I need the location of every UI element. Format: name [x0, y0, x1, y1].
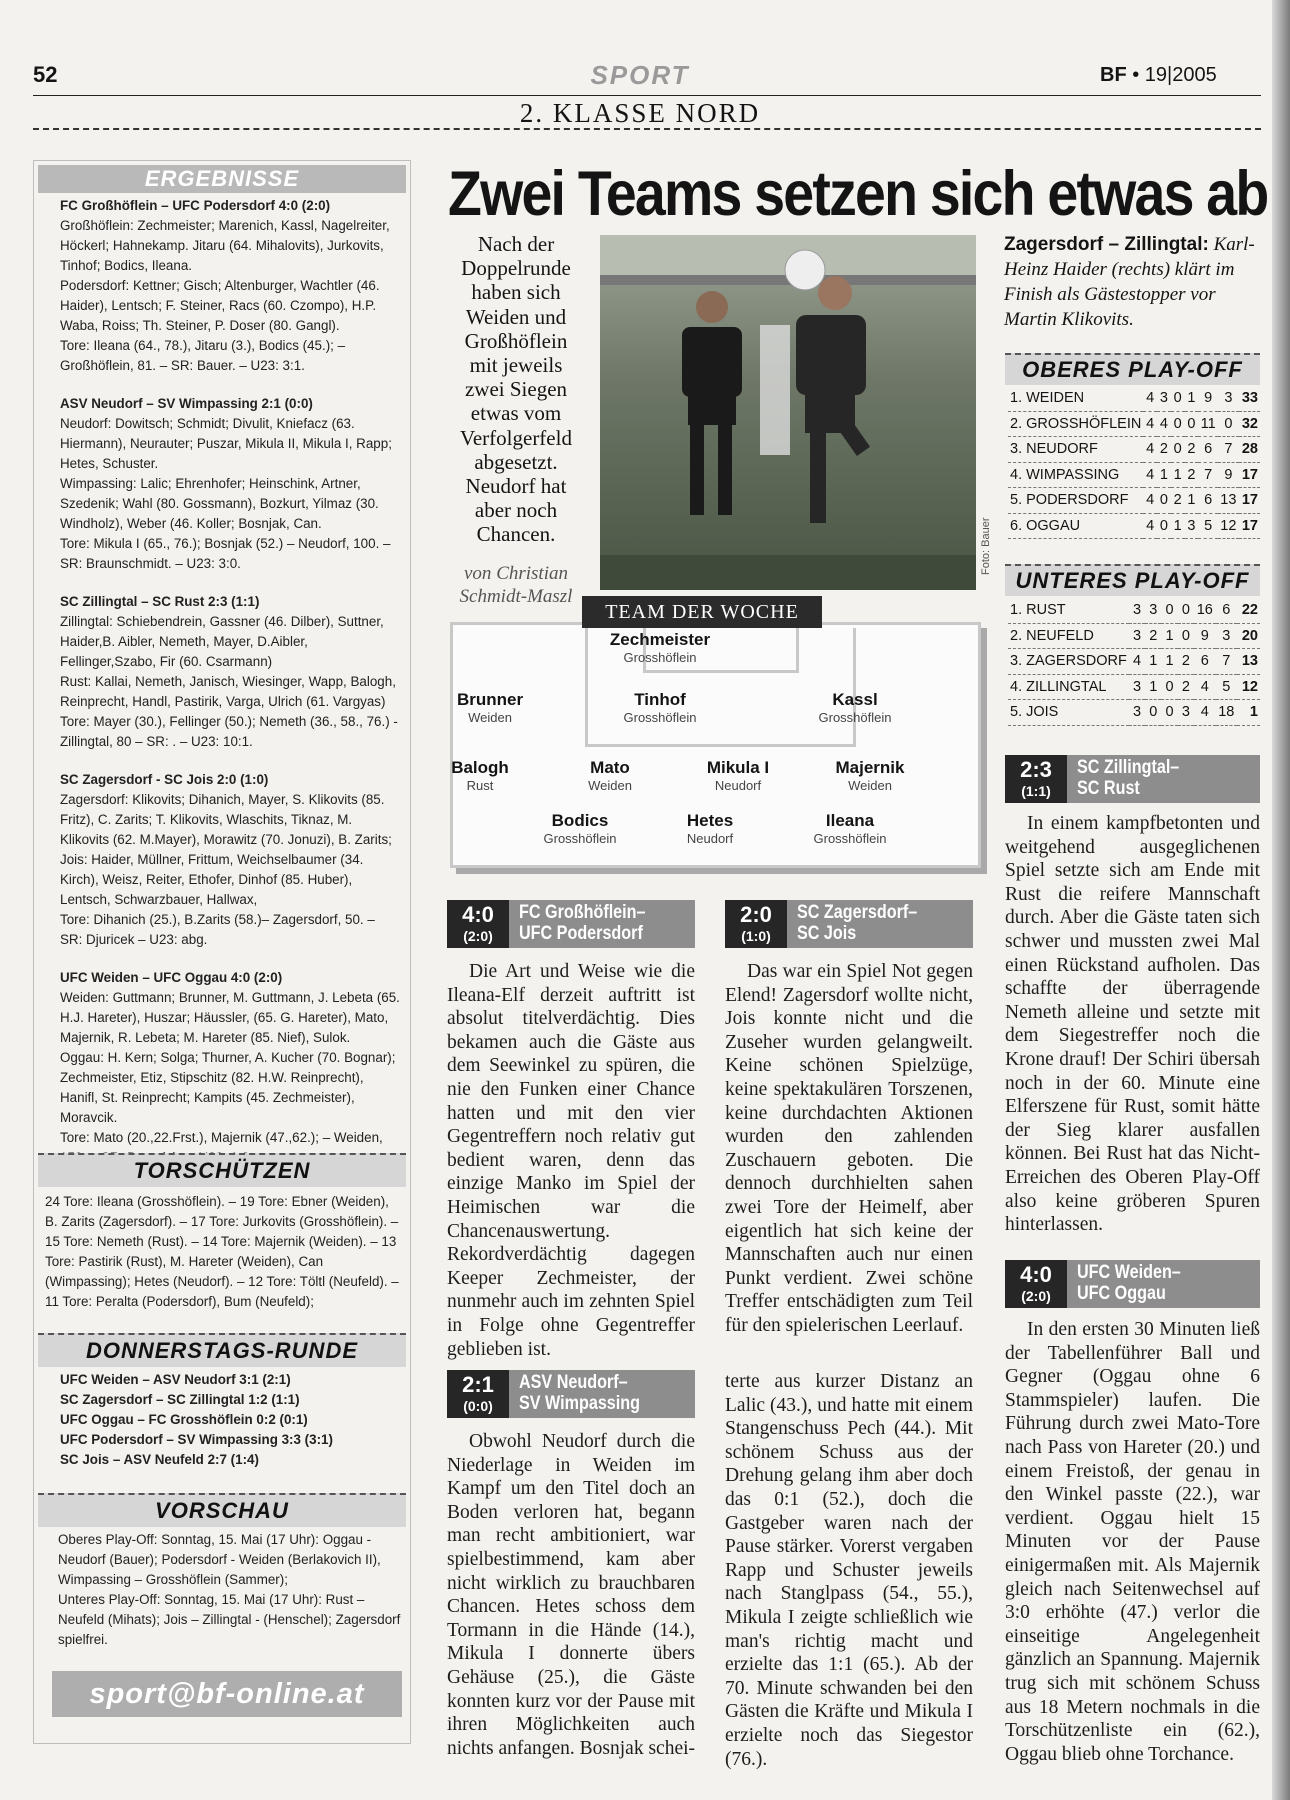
stat-cell: 5 [1216, 674, 1238, 700]
report-score-box [447, 1370, 509, 1418]
result-line: Tore: Dihanich (25.), B.Zarits (58.)– Zagersdorf, 50. – SR: Djuricek – U23: abg. [60, 912, 375, 947]
player-club: Grosshöflein [623, 710, 697, 725]
result-line: Neudorf: Dowitsch; Schmidt; Divulit, Kniefacz (63. Hiermann), Neurauter; Puszar, Mikula II, Mikula I, Rapp; Hetes, Schuster. [60, 416, 392, 471]
result-line: Zillingtal: Schiebendrein, Gassner (46. Dilber), Suttner, Haider,B. Aibler, Nemeth, Mayer, D.Aibler, Fellinger,Szabo, Fir (60. Csarmann) [60, 614, 384, 669]
stat-cell: 3 [1216, 623, 1238, 649]
result-line: Weiden: Guttmann; Brunner, M. Guttmann, J. Lebeta (65. H.J. Hareter), Huszar; Häussler, (65. G. Hareter), Mato, Majernik, R. Lebeta; M. Hareter (85. Nief), Sulok. [60, 990, 400, 1045]
player-name: Hetes [686, 811, 734, 830]
stat-cell: 1 [1171, 462, 1185, 488]
lower-playoff-table [1008, 598, 1260, 726]
stat-cell: 18 [1216, 700, 1238, 726]
team-name: 1. WEIDEN [1008, 386, 1143, 411]
report-score-box [447, 900, 509, 948]
email-link[interactable]: sport@bf-online.at [52, 1671, 402, 1717]
points-cell: 13 [1237, 649, 1260, 675]
stat-cell: 4 [1143, 386, 1157, 411]
report-text: Die Art und Weise wie die Ileana-Elf derzeit auftritt ist absolut titelverdächtig. Dies bekamen auch die Gäste aus dem Seewinkel zu spüren, die nie den Funken einer Chance hatten und mit den vier Gegentreffern noch relativ gut bedient waren, denn das einzige Manko im Spiel der Heimischen war die Chancenauswertung. Rekordverdächtig dagegen Keeper Zechmeister, der nunmehr auch im zehnten Spiel in Folge ohne Gegentreffer geblieben ist. [447, 961, 695, 1360]
result-line: Tore: Mikula I (65., 76.); Bosnjak (52.) – Neudorf, 100. – SR: Braunschmidt. – U23: 3:0. [60, 536, 391, 571]
result-title: UFC Weiden – UFC Oggau 4:0 (2:0) [60, 970, 283, 985]
team-name: 1. RUST [1008, 598, 1129, 623]
stat-cell: 1 [1161, 623, 1177, 649]
team-player [420, 690, 560, 725]
result-line: Tore: Mayer (30.), Fellinger (50.); Nemeth (36., 58., 76.) - Zillingtal, 80 – SR: . – U23: 10:1. [60, 714, 398, 749]
stat-cell: 1 [1161, 649, 1177, 675]
stat-cell: 6 [1198, 488, 1218, 514]
result-block [60, 770, 400, 950]
stat-cell: 6 [1216, 598, 1238, 623]
report-team-home: FC Großhöflein– [519, 902, 646, 923]
report-score: 4:0 [462, 902, 494, 927]
stat-cell: 2 [1145, 623, 1161, 649]
stat-cell: 6 [1198, 437, 1218, 463]
stat-cell: 7 [1218, 437, 1239, 463]
author-byline: von Christian Schmidt-Maszl [459, 563, 573, 607]
stat-cell: 12 [1218, 513, 1239, 539]
thursday-result: UFC Oggau – FC Grosshöflein 0:2 (0:1) [60, 1412, 308, 1427]
stat-cell: 4 [1143, 437, 1157, 463]
report-scorebar [1005, 1260, 1260, 1308]
result-line: Tore: Mato (20.,22.Frst.), Majernik (47.,62.); – Weiden, [60, 1130, 383, 1145]
player-club: Weiden [588, 778, 632, 793]
report-team-home: SC Zillingtal– [1077, 757, 1180, 778]
player-club: Grosshöflein [813, 831, 887, 846]
stat-cell: 2 [1171, 488, 1185, 514]
page-number: 52 [33, 62, 58, 87]
preview-title: VORSCHAU [38, 1493, 406, 1527]
points-cell: 17 [1239, 513, 1260, 539]
stat-cell: 7 [1198, 462, 1218, 488]
preview-line: Unteres Play-Off: Sonntag, 15. Mai (17 Uhr): Rust – Neufeld (Mihats); Jois – Zillingtal - (Henschel); Zagersdorf spielfrei. [58, 1592, 401, 1647]
stat-cell: 4 [1143, 513, 1157, 539]
stat-cell: 0 [1157, 513, 1171, 539]
points-cell: 32 [1239, 411, 1260, 437]
stat-cell: 3 [1218, 386, 1239, 411]
stat-cell: 3 [1129, 623, 1145, 649]
stat-cell: 7 [1216, 649, 1238, 675]
stat-cell: 0 [1178, 623, 1194, 649]
stat-cell: 9 [1218, 462, 1239, 488]
stat-cell: 6 [1194, 649, 1216, 675]
brand: BF [1100, 64, 1127, 86]
results-list [60, 196, 400, 1186]
points-cell: 20 [1237, 623, 1260, 649]
team-player [590, 690, 730, 725]
result-block [60, 592, 400, 752]
result-block [60, 394, 400, 574]
report-halftime: (0:0) [463, 1398, 493, 1414]
points-cell: 1 [1237, 700, 1260, 726]
player-name: Majernik [835, 758, 905, 777]
stat-cell: 3 [1185, 513, 1199, 539]
team-player [800, 758, 940, 793]
stat-cell: 1 [1185, 386, 1199, 411]
team-player [510, 811, 650, 846]
result-line: Jois: Haider, Müllner, Frittum, Weichselbaumer (34. Kirch), Weisz, Reiter, Ethofer, Dinhof (85. Huber), Lentsch, Schwarzbauer, Hallwax, [60, 852, 364, 907]
table-row [1008, 623, 1260, 649]
scorers-title: TORSCHÜTZEN [38, 1153, 406, 1187]
report-team-home: UFC Weiden– [1077, 1262, 1181, 1283]
team-name: 5. PODERSDORF [1008, 488, 1143, 514]
results-title: ERGEBNISSE [38, 165, 406, 193]
issue-label: BF • 19|2005 [1100, 64, 1217, 86]
player-club: Grosshöflein [543, 831, 617, 846]
report-text: In den ersten 30 Minuten ließ der Tabellenführer Ball und Gegner (Oggau ohne 6 Stammspieler) laufen. Die Führung durch zwei Mato-Tore nach Pass von Hareter (20.) und einem Freistoß, der genau in den Winkel passte (22.), war verdient. Oggau hielt 15 Minuten vor der Pause einigermaßen mit. Als Majernik gleich nach Seitenwechsel auf 3:0 erhöhte (47.) verlor die einseitige Angelegenheit gänzlich an Spannung. Majernik trug sich mit schönem Schuss aus 18 Metern nochmals in die Torschützenliste ein (62.), Oggau blieb ohne Torchance. [1005, 1319, 1260, 1765]
stat-cell: 2 [1185, 437, 1199, 463]
stat-cell: 0 [1145, 700, 1161, 726]
table-row [1008, 700, 1260, 726]
stat-cell: 0 [1171, 437, 1185, 463]
result-title: ASV Neudorf – SV Wimpassing 2:1 (0:0) [60, 396, 313, 411]
header-dashed-rule [33, 128, 1261, 130]
stat-cell: 16 [1194, 598, 1216, 623]
team-player [590, 630, 730, 665]
match-photo [600, 235, 976, 590]
report-score-box [1005, 1260, 1067, 1308]
table-row [1008, 649, 1260, 675]
report-team-away: UFC Podersdorf [519, 923, 643, 944]
report-team-away: UFC Oggau [1077, 1283, 1166, 1304]
report-scorebar [1005, 755, 1260, 803]
team-name: 6. OGGAU [1008, 513, 1143, 539]
player-club: Neudorf [714, 778, 762, 793]
stat-cell: 0 [1161, 674, 1177, 700]
report-text: Obwohl Neudorf durch die Niederlage in Weiden im Kampf um den Titel doch an Boden verloren hat, begann man recht ambitioniert, war spielbestimmend, kam aber nicht wirklich zu brauchbaren Chancen. Hetes schoss dem Tormann in die Hände (14.), Mikula I donnerte übers Gehäuse (25.), die Gäste konnten kurz vor der Pause mit ihren Möglichkeiten auch nichts anfangen. Bosnjak schei- [447, 1431, 696, 1759]
report-team-away: SV Wimpassing [519, 1393, 641, 1414]
stat-cell: 3 [1129, 598, 1145, 623]
report-text-continued: terte aus kurzer Distanz an Lalic (43.), und hatte mit einem Stangenschuss Pech (44.). Mit schönem Schuss aus der Drehung gelang ihm aber doch das 0:1 (52.), doch die Gastgeber waren nach der Pause stärker. Vorerst vergaben Rapp und Schuster jeweils nach Stanglpass (54., 55.), Mikula I zeigte schließlich wie man's richtig macht und erzielte das 1:1 (65.). Ab der 70. Minute schwanden bei den Gästen die Kräfte und Mikula I erzielte noch das Siegestor (76.). [725, 1371, 973, 1770]
report-score-box [1005, 755, 1067, 803]
player-name: Kassl [832, 690, 878, 709]
report-text: Das war ein Spiel Not gegen Elend! Zagersdorf wollte nicht, Jois konnte nicht und die Zuseher wurden gelangweilt. Keine schönen Spielzüge, keine spektakulären Torszenen, keine durchdachten Aktionen wurden den zahlenden Zuschauern geboten. Die dennoch durchhielten sahen zwei Tore der Heimelf, aber eigentlich hat sich keine der Mannschaften auch nur einen Punkt verdient. Zwei schöne Treffer entschädigten zum Teil für den spielerischen Leerlauf. [725, 961, 973, 1336]
stat-cell: 4 [1157, 411, 1171, 437]
report-teams [797, 902, 917, 944]
player-club: Neudorf [686, 831, 734, 846]
report-text: In einem kampfbetonten und weitgehend ausgeglichenen Spiel setzte sich am Ende mit Rust die reifere Mannschaft durch. Aber die Gäste taten sich schwer und mussten zwei Mal einen Rückstand aufholen. Das schaffte der überragende Nemeth alleine und setzte mit dem Siegestreffer noch die Krone drauf! Der Schiri übersah noch in der 60. Minute eine Elferszene für Rust, somit hätte der Sieg klarer ausfallen können. Bei Rust hat das Nicht-Erreichen des Oberen Play-Off also keine gröberen Spuren hinterlassen. [1005, 813, 1260, 1236]
player-club: Weiden [468, 710, 512, 725]
stat-cell: 3 [1129, 674, 1145, 700]
points-cell: 12 [1237, 674, 1260, 700]
stat-cell: 0 [1185, 411, 1199, 437]
result-line: Zagersdorf: Klikovits; Dihanich, Mayer, S. Klikovits (85. Fritz), C. Zarits; T. Klikovits, Wlaschits, Tiknaz, M. Klikovits (62. M.Mayer), Morawitz (70. Jonuzi), B. Zarits; [60, 792, 392, 847]
intro-text: Nach der Doppelrunde haben sich Weiden und Großhöflein mit jeweils zwei Siegen etwas vom Verfolgerfeld abgesetzt. Neudorf hat aber noch Chancen. [460, 232, 572, 547]
report-teams [519, 1372, 640, 1414]
result-line: Rust: Kallai, Nemeth, Janisch, Wiesinger, Wapp, Balogh, Reinprecht, Handl, Pastirik, Varga, Ulrich (61. Vargyas) [60, 674, 396, 709]
result-title: FC Großhöflein – UFC Podersdorf 4:0 (2:0) [60, 198, 331, 213]
thursday-result: UFC Podersdorf – SV Wimpassing 3:3 (3:1) [60, 1432, 333, 1447]
photo-caption [1004, 232, 1262, 332]
stat-cell: 1 [1145, 649, 1161, 675]
team-name: 4. WIMPASSING [1008, 462, 1143, 488]
stat-cell: 0 [1218, 411, 1239, 437]
thursday-results [60, 1370, 400, 1470]
player-name: Ileana [825, 811, 875, 830]
team-player [785, 690, 925, 725]
stat-cell: 5 [1198, 513, 1218, 539]
report-scorebar [725, 900, 973, 948]
team-name: 3. ZAGERSDORF [1008, 649, 1129, 675]
thursday-result: SC Jois – ASV Neufeld 2:7 (1:4) [60, 1452, 259, 1467]
thursday-result: SC Zagersdorf – SC Zillingtal 1:2 (1:1) [60, 1392, 300, 1407]
stat-cell: 0 [1178, 598, 1194, 623]
table-row [1008, 674, 1260, 700]
report-team-home: SC Zagersdorf– [797, 902, 918, 923]
report-score: 2:1 [462, 1372, 494, 1397]
player-name: Mato [590, 758, 630, 777]
preview-line: Oberes Play-Off: Sonntag, 15. Mai (17 Uhr): Oggau - Neudorf (Bauer); Podersdorf - Weiden (Berlakovich II), Wimpassing – Grosshöflein (Sammer); [58, 1532, 381, 1587]
preview-text [58, 1530, 403, 1650]
author-name: Christian Schmidt-Maszl [459, 563, 573, 607]
player-club: Grosshöflein [818, 710, 892, 725]
stat-cell: 2 [1157, 437, 1171, 463]
table-row [1008, 437, 1260, 463]
report-score: 4:0 [1020, 1262, 1052, 1287]
caption-lead: Zagersdorf – Zillingtal: [1004, 234, 1209, 255]
result-line: Wimpassing: Lalic; Ehrenhofer; Heinschink, Artner, Szedenik; Wahl (80. Gossmann), Bozkurt, Yilmaz (30. Windholz), Weber (46. Koller; Bosnjak, Can. [60, 476, 379, 531]
thursday-result: UFC Weiden – ASV Neudorf 3:1 (2:1) [60, 1372, 291, 1387]
header-rule [33, 95, 1261, 96]
stat-cell: 11 [1198, 411, 1218, 437]
upper-playoff-table [1008, 386, 1260, 539]
player-name: Zechmeister [609, 630, 711, 649]
player-name: Mikula I [706, 758, 770, 777]
stat-cell: 0 [1161, 700, 1177, 726]
player-club: Weiden [848, 778, 892, 793]
table-row [1008, 411, 1260, 437]
team-name: 2. NEUFELD [1008, 623, 1129, 649]
report-halftime: (2:0) [1021, 1288, 1051, 1304]
headline: Zwei Teams setzen sich etwas ab [448, 159, 1268, 229]
page-edge-shadow [1272, 0, 1290, 1800]
stat-cell: 3 [1129, 700, 1145, 726]
team-player [668, 758, 808, 793]
team-player [640, 811, 780, 846]
table-row [1008, 598, 1260, 623]
report-halftime: (2:0) [463, 928, 493, 944]
result-line: Großhöflein: Zechmeister; Marenich, Kassl, Nagelreiter, Höckerl; Hahnekamp. Jitaru (64. Mihalovits), Jurkovits, Tinhof; Bodics, Ileana. [60, 218, 390, 273]
photo-credit: Foto: Bauer [980, 517, 992, 575]
team-player [780, 811, 920, 846]
stat-cell: 2 [1178, 674, 1194, 700]
report-team-away: SC Rust [1077, 778, 1140, 799]
report-scorebar [447, 1370, 695, 1418]
points-cell: 17 [1239, 488, 1260, 514]
stat-cell: 3 [1145, 598, 1161, 623]
result-line: Tore: Ileana (64., 78.), Jitaru (3.), Bodics (45.); – Großhöflein, 81. – SR: Bauer. – U23: 3:1. [60, 338, 346, 373]
team-name: 3. NEUDORF [1008, 437, 1143, 463]
result-title: SC Zagersdorf - SC Jois 2:0 (1:0) [60, 772, 269, 787]
report-score-box [725, 900, 787, 948]
stat-cell: 0 [1157, 488, 1171, 514]
match-photo-illustration [600, 235, 976, 590]
points-cell: 33 [1239, 386, 1260, 411]
report-team-home: ASV Neudorf– [519, 1372, 628, 1393]
team-player [540, 758, 680, 793]
result-line: Podersdorf: Kettner; Gisch; Altenburger, Wachtler (46. Haider), Lentsch; F. Steiner, Racs (60. Czompo), H.P. Waba, Roiss; Th. Steiner, P. Doser (80. Gangl). [60, 278, 380, 333]
stat-cell: 1 [1171, 513, 1185, 539]
result-line: Oggau: H. Kern; Solga; Thurner, A. Kucher (70. Bognar); Zechmeister, Etiz, Stipschitz (82. H.W. Reinprecht), Hanifl, St. Reinprecht; Kampits (45. Zechmeister), Moravcik. [60, 1050, 396, 1125]
stat-cell: 2 [1185, 462, 1199, 488]
thursday-title: DONNERSTAGS-RUNDE [38, 1333, 406, 1367]
player-name: Balogh [451, 758, 509, 777]
points-cell: 17 [1239, 462, 1260, 488]
lower-playoff-title: UNTERES PLAY-OFF [1005, 564, 1260, 596]
team-name: 5. JOIS [1008, 700, 1129, 726]
player-club: Rust [466, 778, 494, 793]
stat-cell: 3 [1178, 700, 1194, 726]
report-scorebar [447, 900, 695, 948]
team-of-week-title: TEAM DER WOCHE [582, 596, 822, 628]
stat-cell: 1 [1145, 674, 1161, 700]
report-halftime: (1:1) [1021, 783, 1051, 799]
stat-cell: 9 [1198, 386, 1218, 411]
table-row [1008, 462, 1260, 488]
scorers-text: 24 Tore: Ileana (Grosshöflein). – 19 Tore: Ebner (Weiden), B. Zarits (Zagersdorf). – 17 Tore: Jurkovits (Grosshöflein). – 15 Tore: Nemeth (Rust). – 14 Tore: Majernik (Weiden). – 13 Tore: Pastirik (Rust), M. Hareter (Weiden), Can (Wimpassing); Hetes (Neudorf). – 12 Tore: Töltl (Neufeld). – 11 Tore: Peralta (Podersdorf), Bum (Neufeld); [45, 1194, 399, 1309]
stat-cell: 0 [1171, 386, 1185, 411]
report-teams [1077, 1262, 1181, 1304]
result-title: SC Zillingtal – SC Rust 2:3 (1:1) [60, 594, 260, 609]
report-score: 2:0 [740, 902, 772, 927]
section-label: SPORT [590, 60, 690, 90]
player-club: Grosshöflein [623, 650, 697, 665]
caption-text: Karl-Heinz Haider (rechts) klärt im Finish als Gästestopper vor Martin Klikovits. [1004, 234, 1255, 330]
points-cell: 28 [1239, 437, 1260, 463]
table-row [1008, 513, 1260, 539]
report-teams [519, 902, 646, 944]
result-block [60, 196, 400, 376]
stat-cell: 4 [1129, 649, 1145, 675]
player-name: Brunner [456, 690, 524, 709]
stat-cell: 3 [1157, 386, 1171, 411]
stat-cell: 2 [1178, 649, 1194, 675]
team-name: 4. ZILLINGTAL [1008, 674, 1129, 700]
issue-number: 19|2005 [1144, 64, 1217, 86]
table-row [1008, 386, 1260, 411]
team-name: 2. GROSSHÖFLEIN [1008, 411, 1143, 437]
stat-cell: 1 [1185, 488, 1199, 514]
player-name: Bodics [551, 811, 609, 830]
stat-cell: 0 [1171, 411, 1185, 437]
stat-cell: 9 [1194, 623, 1216, 649]
stat-cell: 4 [1143, 411, 1157, 437]
stat-cell: 4 [1143, 488, 1157, 514]
report-team-away: SC Jois [797, 923, 857, 944]
stat-cell: 4 [1143, 462, 1157, 488]
table-row [1008, 488, 1260, 514]
player-name: Tinhof [634, 690, 686, 709]
upper-playoff-title: OBERES PLAY-OFF [1005, 353, 1260, 385]
stat-cell: 0 [1161, 598, 1177, 623]
result-block [60, 968, 400, 1168]
team-player [410, 758, 550, 793]
report-score: 2:3 [1020, 757, 1052, 782]
report-halftime: (1:0) [741, 928, 771, 944]
points-cell: 22 [1237, 598, 1260, 623]
stat-cell: 1 [1157, 462, 1171, 488]
report-teams [1077, 757, 1179, 799]
stat-cell: 4 [1194, 674, 1216, 700]
stat-cell: 4 [1194, 700, 1216, 726]
subsection-title: 2. KLASSE NORD [519, 98, 761, 128]
stat-cell: 13 [1218, 488, 1239, 514]
